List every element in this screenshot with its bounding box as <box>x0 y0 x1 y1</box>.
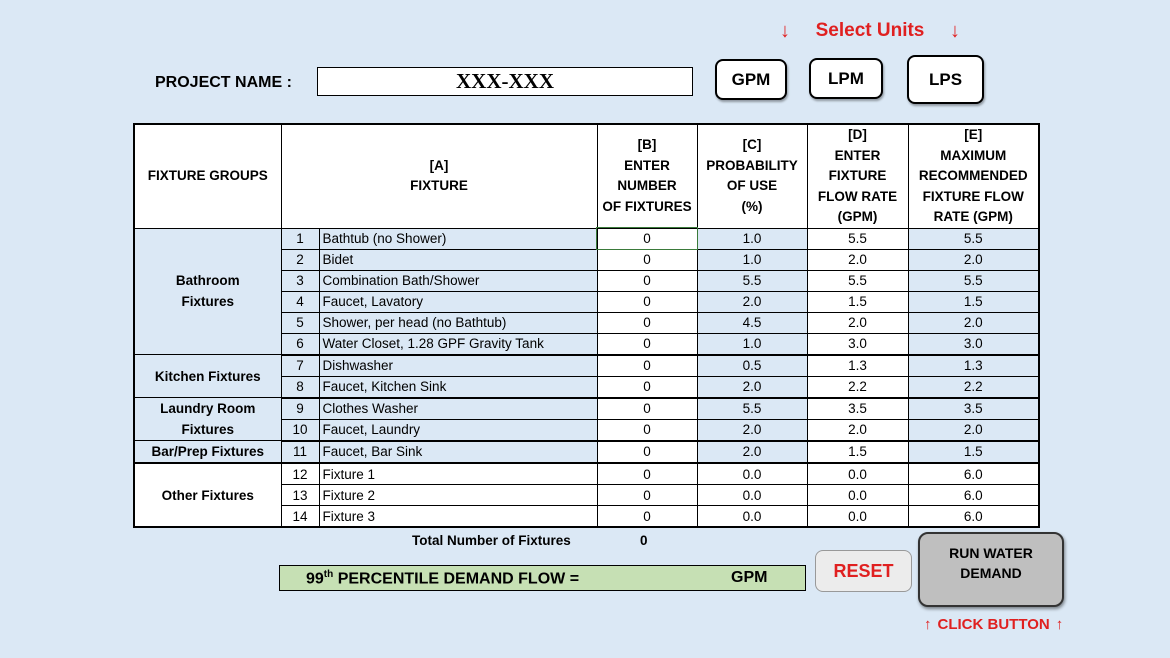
row-number: 7 <box>281 355 319 377</box>
row-number: 4 <box>281 291 319 312</box>
gpm-button[interactable]: GPM <box>715 59 787 100</box>
up-arrow-icon: ↑ <box>1055 616 1064 633</box>
header-max-recommended-flow: [E] MAXIMUM RECOMMENDED FIXTURE FLOW RATE (GPM) <box>908 124 1039 228</box>
flow-rate-input[interactable]: 3.0 <box>807 333 908 355</box>
group-bar-prep-fixtures: Bar/Prep Fixtures <box>134 441 281 464</box>
probability-value: 4.5 <box>697 312 807 333</box>
percentile-demand-flow-bar <box>279 565 806 591</box>
max-flow-input[interactable]: 6.0 <box>908 485 1039 506</box>
down-arrow-icon: ↓ <box>949 19 960 42</box>
fixture-name: Shower, per head (no Bathtub) <box>319 312 597 333</box>
flow-rate-input[interactable]: 2.0 <box>807 419 908 441</box>
fixture-name: Faucet, Kitchen Sink <box>319 376 597 398</box>
table-header-row <box>134 124 1039 228</box>
group-laundry-room-fixtures: Laundry Room Fixtures <box>134 398 281 441</box>
row-number: 14 <box>281 506 319 528</box>
max-flow-value: 1.3 <box>908 355 1039 377</box>
fixture-name: Water Closet, 1.28 GPF Gravity Tank <box>319 333 597 355</box>
probability-input[interactable]: 0.0 <box>697 485 807 506</box>
reset-button[interactable]: RESET <box>815 550 912 592</box>
probability-value: 5.5 <box>697 270 807 291</box>
max-flow-value: 3.0 <box>908 333 1039 355</box>
probability-value: 2.0 <box>697 376 807 398</box>
header-probability-of-use: [C] PROBABILITY OF USE (%) <box>697 124 807 228</box>
click-button-hint <box>924 616 1063 633</box>
flow-rate-input[interactable]: 1.5 <box>807 441 908 464</box>
total-fixtures-label: Total Number of Fixtures <box>412 533 571 548</box>
run-water-demand-button[interactable]: RUN WATER DEMAND <box>918 532 1064 607</box>
row-number: 9 <box>281 398 319 420</box>
probability-input[interactable]: 0.0 <box>697 463 807 485</box>
select-units-text: Select Units <box>815 20 925 41</box>
total-fixtures-value: 0 <box>640 533 648 548</box>
flow-rate-input[interactable]: 0.0 <box>807 506 908 528</box>
fixture-count-input[interactable]: 0 <box>597 355 697 377</box>
fixture-count-input[interactable]: 0 <box>597 249 697 270</box>
fixture-count-input[interactable]: 0 <box>597 312 697 333</box>
flow-rate-input[interactable]: 2.0 <box>807 249 908 270</box>
group-other-fixtures: Other Fixtures <box>134 463 281 527</box>
row-number: 12 <box>281 463 319 485</box>
demand-flow-label: 99th PERCENTILE DEMAND FLOW = <box>306 569 580 588</box>
fixture-count-input[interactable]: 0 <box>597 228 697 249</box>
row-number: 8 <box>281 376 319 398</box>
fixture-count-input[interactable]: 0 <box>597 376 697 398</box>
max-flow-value: 1.5 <box>908 441 1039 464</box>
project-name-label: PROJECT NAME : <box>155 74 292 91</box>
fixture-name: Bidet <box>319 249 597 270</box>
select-units-label <box>780 18 960 44</box>
fixture-name-input[interactable]: Fixture 2 <box>319 485 597 506</box>
fixture-count-input[interactable]: 0 <box>597 485 697 506</box>
fixture-count-input[interactable]: 0 <box>597 270 697 291</box>
flow-rate-input[interactable]: 0.0 <box>807 463 908 485</box>
down-arrow-icon: ↓ <box>780 19 790 42</box>
fixture-name: Clothes Washer <box>319 398 597 420</box>
header-number-of-fixtures: [B] ENTER NUMBER OF FIXTURES <box>597 124 697 228</box>
row-number: 5 <box>281 312 319 333</box>
max-flow-value: 1.5 <box>908 291 1039 312</box>
fixture-name: Bathtub (no Shower) <box>319 228 597 249</box>
fixture-name: Combination Bath/Shower <box>319 270 597 291</box>
max-flow-value: 2.0 <box>908 419 1039 441</box>
fixture-count-input[interactable]: 0 <box>597 463 697 485</box>
row-number: 10 <box>281 419 319 441</box>
probability-value: 1.0 <box>697 249 807 270</box>
fixture-name-input[interactable]: Fixture 1 <box>319 463 597 485</box>
row-number: 1 <box>281 228 319 249</box>
fixture-count-input[interactable]: 0 <box>597 441 697 464</box>
max-flow-input[interactable]: 6.0 <box>908 463 1039 485</box>
fixture-count-input[interactable]: 0 <box>597 419 697 441</box>
header-fixture-groups: FIXTURE GROUPS <box>134 124 281 228</box>
max-flow-value: 5.5 <box>908 270 1039 291</box>
row-number: 11 <box>281 441 319 464</box>
flow-rate-input[interactable]: 2.0 <box>807 312 908 333</box>
probability-value: 2.0 <box>697 441 807 464</box>
fixture-name: Faucet, Laundry <box>319 419 597 441</box>
probability-value: 5.5 <box>697 398 807 420</box>
probability-value: 1.0 <box>697 228 807 249</box>
table-row <box>134 228 1039 249</box>
fixture-name: Faucet, Lavatory <box>319 291 597 312</box>
group-bathroom-fixtures: Bathroom Fixtures <box>134 228 281 355</box>
probability-value: 0.5 <box>697 355 807 377</box>
max-flow-value: 2.2 <box>908 376 1039 398</box>
fixture-count-input[interactable]: 0 <box>597 333 697 355</box>
fixture-count-input[interactable]: 0 <box>597 398 697 420</box>
group-kitchen-fixtures: Kitchen Fixtures <box>134 355 281 398</box>
demand-flow-unit: GPM <box>731 569 768 586</box>
lps-button[interactable]: LPS <box>907 55 984 104</box>
flow-rate-input[interactable]: 0.0 <box>807 485 908 506</box>
probability-value: 1.0 <box>697 333 807 355</box>
fixture-name: Faucet, Bar Sink <box>319 441 597 464</box>
max-flow-value: 5.5 <box>908 228 1039 249</box>
fixture-count-input[interactable]: 0 <box>597 506 697 528</box>
lpm-button[interactable]: LPM <box>809 58 883 99</box>
table-row <box>134 398 1039 420</box>
flow-rate-input[interactable]: 5.5 <box>807 270 908 291</box>
fixture-count-input[interactable]: 0 <box>597 291 697 312</box>
row-number: 2 <box>281 249 319 270</box>
max-flow-value: 2.0 <box>908 249 1039 270</box>
fixture-name: Dishwasher <box>319 355 597 377</box>
flow-rate-input[interactable]: 2.2 <box>807 376 908 398</box>
max-flow-input[interactable]: 6.0 <box>908 506 1039 528</box>
flow-rate-input[interactable]: 1.5 <box>807 291 908 312</box>
probability-value: 2.0 <box>697 291 807 312</box>
header-fixture: [A] FIXTURE <box>281 124 597 228</box>
probability-value: 2.0 <box>697 419 807 441</box>
table-row <box>134 355 1039 377</box>
flow-rate-input[interactable]: 3.5 <box>807 398 908 420</box>
click-button-text: CLICK BUTTON <box>937 616 1050 633</box>
up-arrow-icon: ↑ <box>924 616 932 633</box>
fixture-table <box>133 123 1040 528</box>
project-name-field[interactable]: XXX-XXX <box>317 67 693 96</box>
probability-input[interactable]: 0.0 <box>697 506 807 528</box>
row-number: 3 <box>281 270 319 291</box>
header-fixture-flow-rate: [D] ENTER FIXTURE FLOW RATE (GPM) <box>807 124 908 228</box>
row-number: 13 <box>281 485 319 506</box>
max-flow-value: 3.5 <box>908 398 1039 420</box>
max-flow-value: 2.0 <box>908 312 1039 333</box>
row-number: 6 <box>281 333 319 355</box>
fixture-name-input[interactable]: Fixture 3 <box>319 506 597 528</box>
flow-rate-input[interactable]: 5.5 <box>807 228 908 249</box>
table-row <box>134 463 1039 485</box>
table-row <box>134 441 1039 464</box>
flow-rate-input[interactable]: 1.3 <box>807 355 908 377</box>
